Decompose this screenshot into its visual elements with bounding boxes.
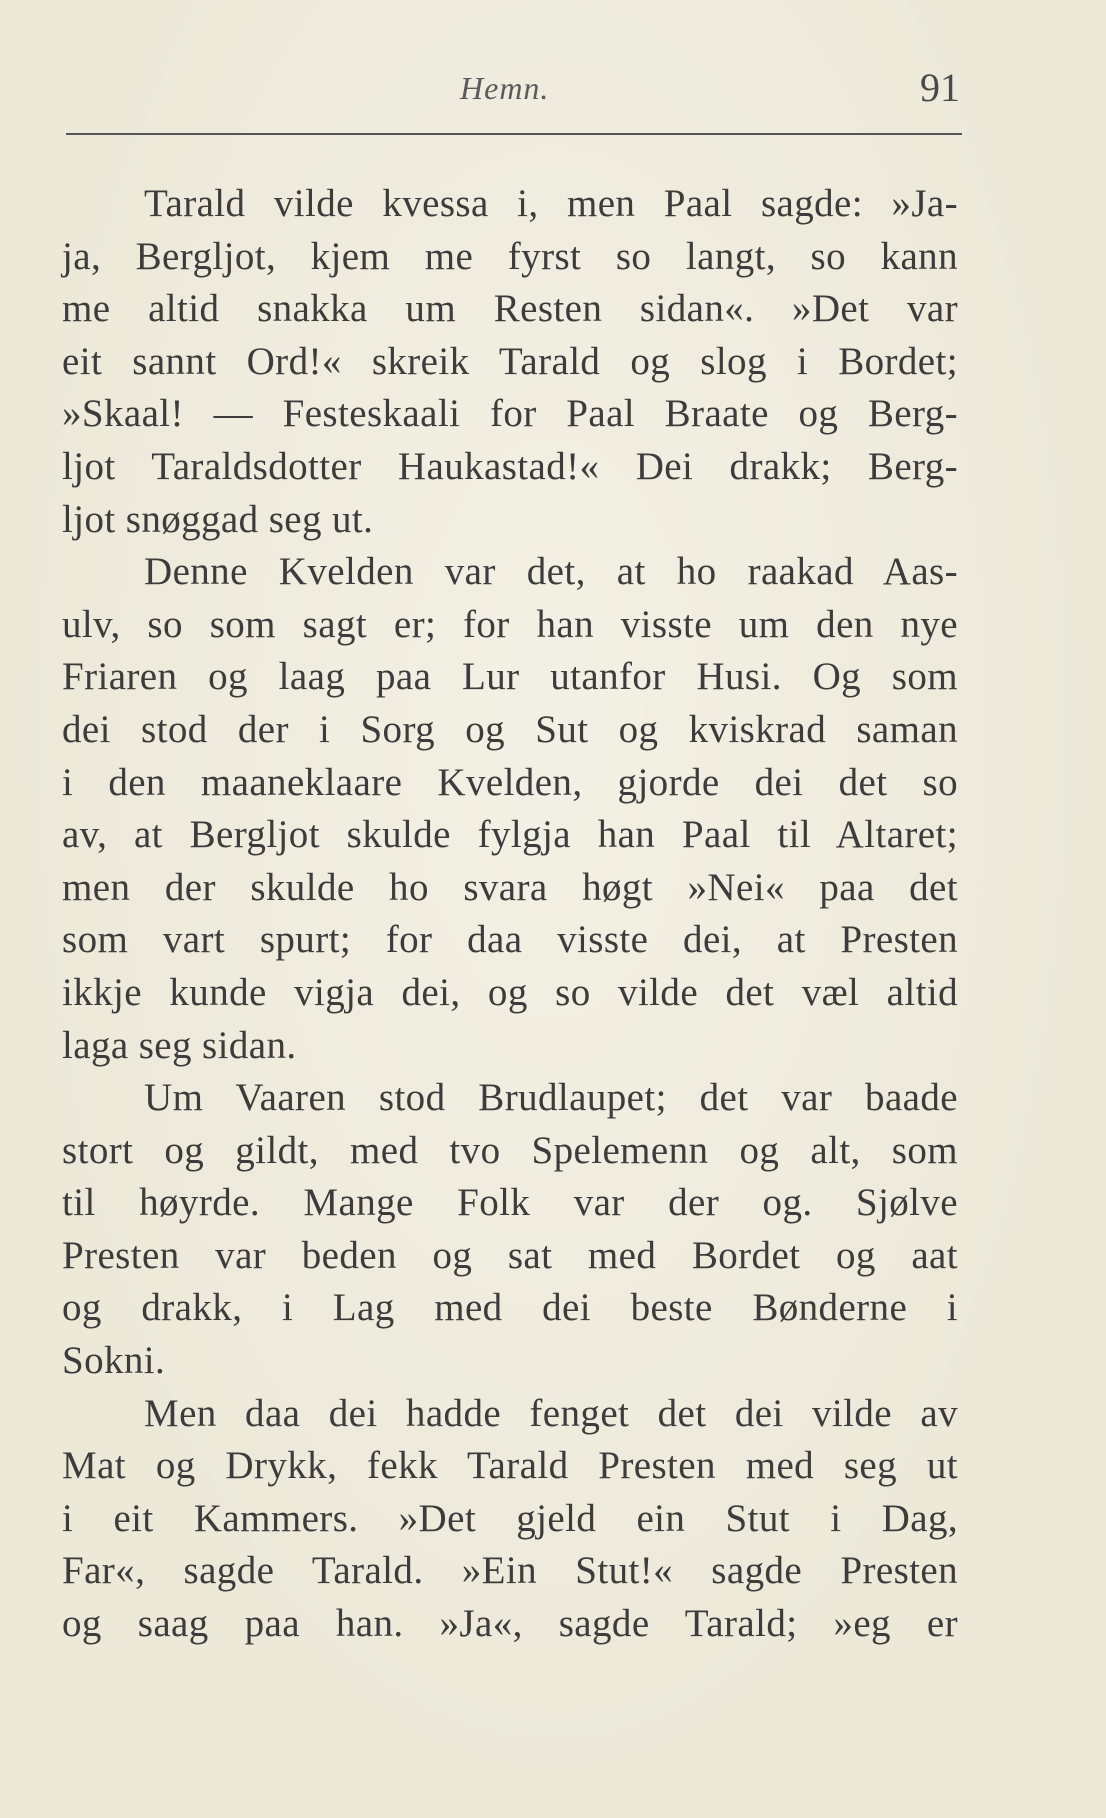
text-line: i den maaneklaare Kvelden, gjorde dei det so bbox=[62, 760, 958, 804]
text-line: men der skulde ho svara høgt »Nei« paa det bbox=[62, 865, 958, 909]
text-line: Denne Kvelden var det, at ho raakad Aas- bbox=[144, 550, 958, 594]
text-line: dei stod der i Sorg og Sut og kviskrad saman bbox=[62, 707, 958, 751]
text-line: stort og gildt, med tvo Spelemenn og alt, som bbox=[62, 1128, 958, 1172]
text-line: og saag paa han. »Ja«, sagde Tarald; »eg er bbox=[62, 1602, 958, 1646]
text-line: som vart spurt; for daa visste dei, at Presten bbox=[62, 918, 958, 962]
header-rule bbox=[66, 133, 962, 135]
text-line: og drakk, i Lag med dei beste Bønderne i bbox=[62, 1286, 958, 1330]
text-line: ulv, so som sagt er; for han visste um den nye bbox=[62, 602, 958, 646]
page-header bbox=[60, 64, 960, 114]
text-line: »Skaal! — Festeskaali for Paal Braate og Berg- bbox=[62, 392, 958, 436]
text-line: Presten var beden og sat med Bordet og aat bbox=[62, 1233, 958, 1277]
text-line: laga seg sidan. bbox=[62, 1023, 297, 1067]
text-line: Tarald vilde kvessa i, men Paal sagde: »Ja- bbox=[144, 182, 958, 225]
text-line: Friaren og laag paa Lur utanfor Husi. Og som bbox=[62, 655, 958, 699]
text-line: ljot snøggad seg ut. bbox=[62, 497, 374, 541]
text-line: Um Vaaren stod Brudlaupet; det var baade bbox=[144, 1076, 958, 1120]
text-line: Sokni. bbox=[62, 1339, 166, 1383]
text-line: me altid snakka um Resten sidan«. »Det var bbox=[62, 287, 958, 331]
text-line: eit sannt Ord!« skreik Tarald og slog i Bordet; bbox=[62, 339, 958, 383]
text-line: til høyrde. Mange Folk var der og. Sjølve bbox=[62, 1181, 958, 1225]
text-line: ljot Taraldsdotter Haukastad!« Dei drakk; Berg- bbox=[62, 444, 958, 488]
text-line: ikkje kunde vigja dei, og so vilde det væl altid bbox=[62, 970, 958, 1014]
text-line: av, at Bergljot skulde fylgja han Paal til Altaret; bbox=[62, 813, 958, 857]
body-text bbox=[62, 178, 958, 1651]
text-line: ja, Bergljot, kjem me fyrst so langt, so kann bbox=[62, 234, 958, 278]
running-title: Hemn. bbox=[460, 70, 550, 106]
text-line: Far«, sagde Tarald. »Ein Stut!« sagde Presten bbox=[62, 1549, 958, 1593]
text-line: Men daa dei hadde fenget det dei vilde av bbox=[144, 1391, 958, 1435]
text-line: Mat og Drykk, fekk Tarald Presten med seg ut bbox=[62, 1444, 958, 1488]
page-number: 91 bbox=[920, 65, 960, 110]
text-line: i eit Kammers. »Det gjeld ein Stut i Dag, bbox=[62, 1496, 958, 1540]
